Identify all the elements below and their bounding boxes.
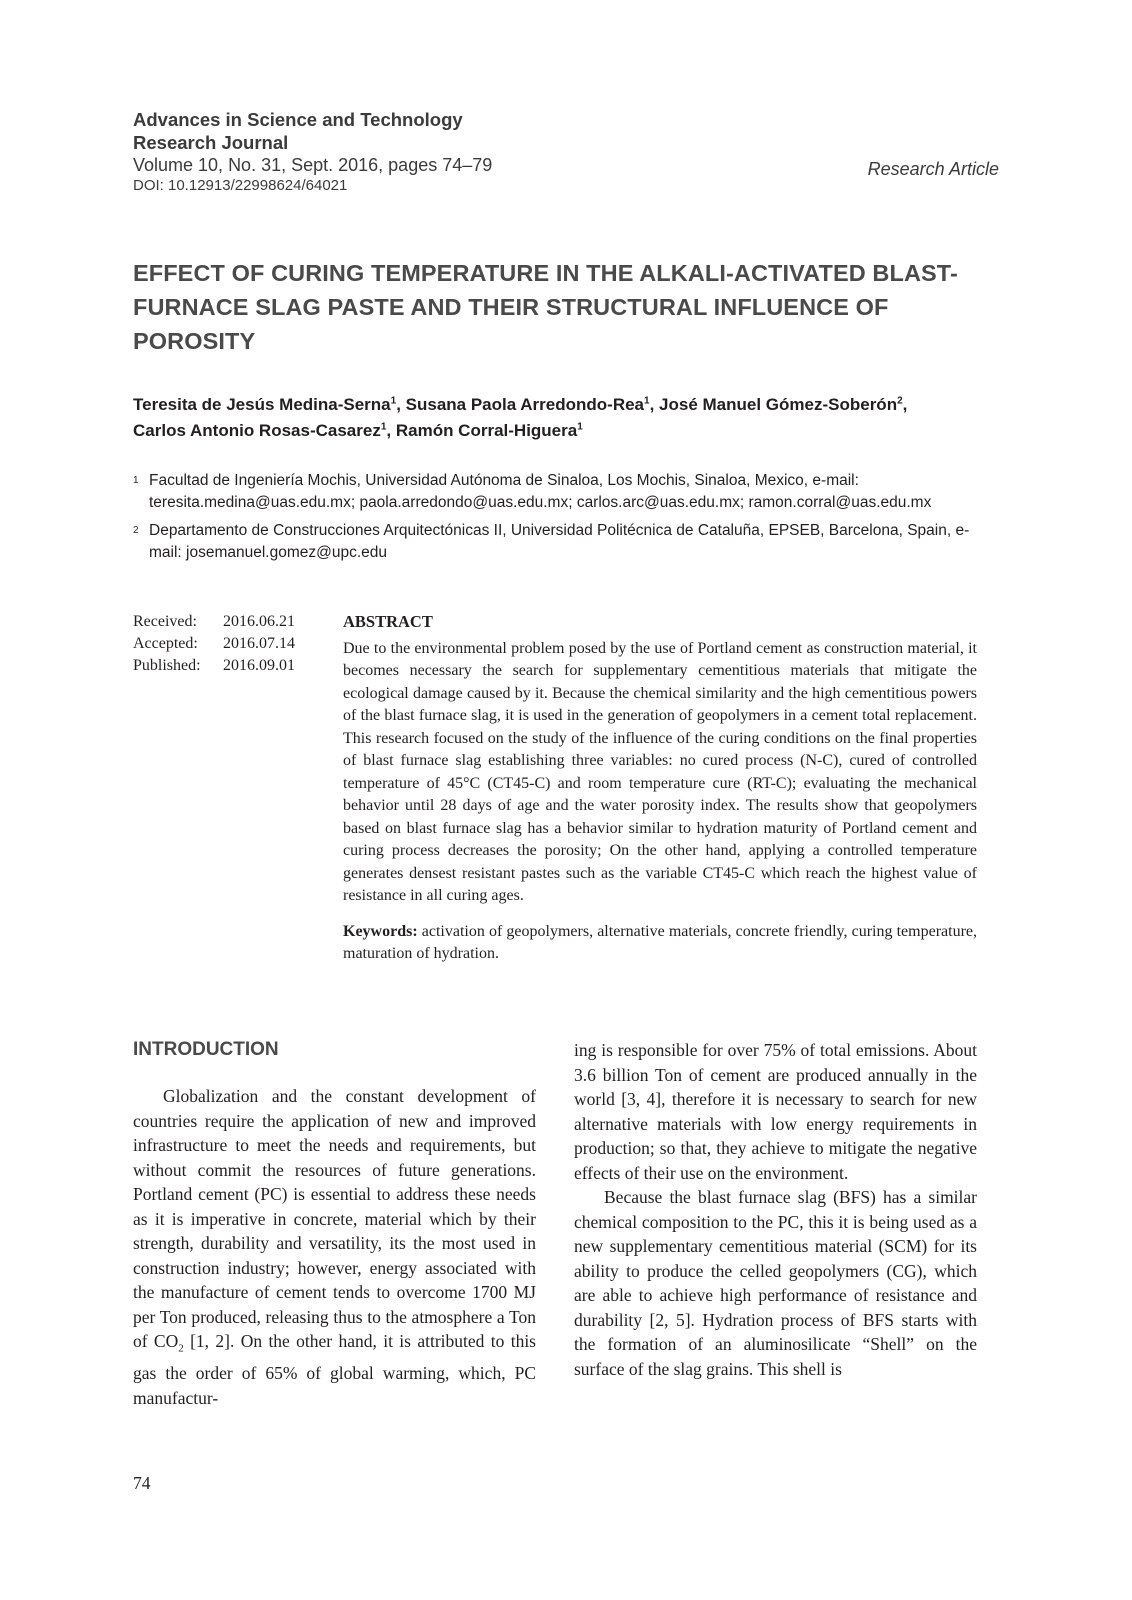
affiliation-number: 2 [133, 525, 139, 536]
right-column [574, 1038, 977, 1381]
left-column [133, 1038, 536, 1410]
author-name: José Manuel Gómez-Soberón [659, 395, 898, 414]
article-type: Research Article [867, 159, 999, 179]
intro-text: Globalization and the constant development of countries require the application of new and improved infrastructure to meet the needs and requirements, but without commit the resources of future generations. Portland cement (PC) is essential to address these needs as it is imperative in concrete, material which by their strength, durability and versatility, its the most used in construction industry; however, energy associated with the manufacture of cement tends to overcome 1700 MJ per Ton produced, releasing thus to the atmosphere a Ton of CO [133, 1086, 536, 1351]
author-affil-mark: 2 [897, 395, 903, 407]
intro-paragraph-1-continued: ing is responsible for over 75% of total emissions. About 3.6 billion Ton of cement are produced annually in the world [3, 4], therefore it is necessary to search for new alternative materials with low energy requirements in production; so that, they achieve to mitigate the negative effects of their use on the environment. [574, 1040, 977, 1183]
journal-name-line2: Research Journal [133, 132, 289, 153]
affiliation-number: 1 [133, 475, 139, 486]
journal-volume: Volume 10, No. 31, Sept. 2016, pages 74–79 [133, 155, 493, 175]
affiliation-2 [133, 520, 998, 564]
author-name: Teresita de Jesús Medina-Serna [133, 395, 391, 414]
accepted-date: 2016.07.14 [223, 635, 295, 652]
author-separator: , [396, 395, 406, 414]
affiliation-text: Departamento de Construcciones Arquitectónicas II, Universidad Politécnica de Cataluña, EPSEB, Barcelona, Spain, e-mail: josemanuel.gomez@upc.edu [149, 522, 970, 561]
intro-text: [1, 2]. On the other hand, it is attributed to this gas the order of 65% of global warming, which, PC manufactur- [133, 1331, 536, 1408]
author-separator: , [902, 395, 908, 414]
accepted-row [133, 633, 295, 655]
author-affil-mark: 1 [390, 395, 397, 407]
abstract-heading: ABSTRACT [343, 612, 433, 631]
author-affil-mark: 1 [577, 421, 583, 433]
author-separator: , [649, 395, 660, 414]
author-separator: , [386, 421, 396, 440]
abstract-section [343, 611, 977, 966]
journal-header [133, 108, 693, 196]
journal-doi: DOI: 10.12913/22998624/64021 [133, 177, 348, 194]
received-row [133, 611, 295, 633]
affiliation-text: Facultad de Ingeniería Mochis, Universidad Autónoma de Sinaloa, Los Mochis, Sinaloa, Mexico, e-mail: teresita.medina@uas.edu.mx; paola.arredondo@uas.edu.mx; carlos.arc@uas.edu.mx; ramon.corral@uas.edu.mx [149, 472, 932, 511]
author-affil-mark: 1 [380, 421, 387, 433]
paper-title: EFFECT OF CURING TEMPERATURE IN THE ALKALI-ACTIVATED BLAST-FURNACE SLAG PASTE AND THEIR STRUCTURAL INFLUENCE OF POROSITY [133, 260, 958, 354]
section-heading: INTRODUCTION [133, 1039, 279, 1060]
journal-name-line1: Advances in Science and Technology [133, 109, 463, 130]
accepted-label: Accepted: [133, 635, 198, 652]
published-row [133, 655, 295, 677]
keywords [343, 921, 977, 966]
page-number: 74 [133, 1473, 151, 1493]
published-date: 2016.09.01 [223, 657, 295, 674]
author-name: Carlos Antonio Rosas-Casarez [133, 421, 381, 440]
author-name: Ramón Corral-Higuera [395, 421, 578, 440]
intro-paragraph-1 [133, 1084, 536, 1410]
author-name: Susana Paola Arredondo-Rea [405, 395, 645, 414]
affiliation-1 [133, 470, 998, 514]
keywords-label: Keywords: [343, 922, 418, 940]
article-dates [133, 611, 295, 677]
intro-paragraph-2: Because the blast furnace slag (BFS) has a similar chemical composition to the PC, this it is being used as a new supplementary cementitious material (SCM) for its ability to produce the celled geopolymers (CG), which are able to achieve high performance of resistance and durability [2, 5]. Hydration process of BFS starts with the formation of an aluminosilicate “Shell” on the surface of the slag grains. This shell is [574, 1187, 977, 1379]
author-affil-mark: 1 [644, 395, 650, 407]
abstract-body: Due to the environmental problem posed by the use of Portland cement as construction material, it becomes necessary the search for supplementary cementitious materials that mitigate the ecological damage caused by it. Because the chemical similarity and the high cementitious powers of the blast furnace slag, it is used in the generation of geopolymers in a cement total replacement. This research focused on the study of the influence of the curing conditions on the final properties of blast furnace slag establishing three variables: no cured process (N-C), cured of controlled temperature of 45°C (CT45-C) and room temperature cure (RT-C); evaluating the mechanical behavior until 28 days of age and the water porosity index. The results show that geopolymers based on blast furnace slag has a behavior similar to hydration maturity of Portland cement and curing process decreases the porosity; On the other hand, applying a controlled temperature generates densest resistant pastes such as the variable CT45-C which reach the highest value of resistance in all curing ages. [343, 639, 977, 904]
published-label: Published: [133, 657, 201, 674]
keywords-text: activation of geopolymers, alternative materials, concrete friendly, curing temperature, maturation of hydration. [343, 922, 978, 962]
author-list [133, 392, 1013, 444]
received-date: 2016.06.21 [223, 613, 295, 630]
subscript: 2 [178, 1342, 184, 1355]
received-label: Received: [133, 613, 197, 630]
